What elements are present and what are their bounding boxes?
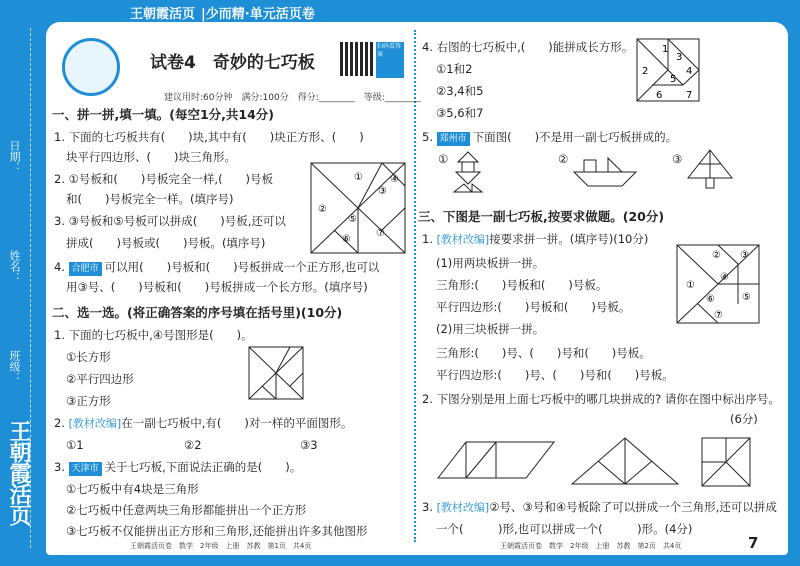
r-q5: 5. 郑州市 下面图( )不是用一副七巧板拼成的。 [422,130,678,144]
side-brand: 王朝霞活页 [6,420,32,525]
piece-label: ③ [740,250,749,261]
exam-meta: 建议用时:60分钟 满分:100分 得分:________ 等级:________ [164,93,421,103]
header-brand: 王朝霞活页 [130,6,196,22]
s3-q2-points: (6分) [730,412,758,426]
tangram-figure-4 [676,244,760,324]
s1-q1-line1: 1. 下面的七巧板共有( )块,其中有( )块正方形、( ) [54,130,364,144]
s2-q2: 2. [教材改编]在一副七巧板中,有( )对一样的平面图形。 [54,416,353,430]
page-number: 7 [748,534,759,552]
tangram-figure-1 [310,162,406,254]
s3-q1: 1. [教材改编]接要求拼一拼。(填序号)(10分) [422,232,649,246]
piece-label: 1 [662,44,669,55]
date-label: 日期： [8,140,21,173]
s2-q3-opt3[interactable]: ③七巧板不仅能拼出正方形和三角形,还能拼出许多其他图形 [66,524,368,538]
r-q4-opt2[interactable]: ②3,4和5 [436,84,484,98]
piece-label: ⑥ [342,234,351,245]
s2-q3-opt2[interactable]: ②七巧板中任意两块三角形都能拼出一个正方形 [66,503,307,517]
s1-q3-line2: 拼成( )号板或( )号板。(填序号) [66,236,266,250]
region-tag: 合肥市 [69,262,102,276]
s1-q2-line2: 和( )号板完全一样。(填序号) [66,192,234,206]
source-tag: [教材改编] [436,233,490,246]
source-tag: [教材改编] [436,501,490,514]
side-strip [0,0,46,566]
piece-label: 3 [676,52,683,63]
logo-badge [62,38,120,96]
piece-label: ② [712,250,721,261]
s2-q1-opt3[interactable]: ③正方形 [66,394,111,408]
r-q4-opt3[interactable]: ③5,6和7 [436,106,484,120]
s2-q1-opt2[interactable]: ②平行四边形 [66,372,134,386]
section2-heading: 二、选一选。(将正确答案的序号填在括号里)(10分) [52,305,343,320]
r-q5-opt2[interactable]: ② [558,152,569,166]
tangram-figure-2 [248,346,304,400]
footer-right: 王朝霞活页卷 数学 2年级 上册 苏教 第2页 共4页 [500,542,682,550]
piece-label: 2 [642,66,649,77]
column-divider [414,30,416,542]
s2-q3: 3. 天津市 关于七巧板,下面说法正确的是( )。 [54,460,302,474]
s3-q1-b: 三角形:( )号板和( )号板。 [436,278,608,292]
page-title: 试卷4 奇妙的七巧板 [150,53,315,73]
piece-label: 7 [686,90,693,101]
piece-label: ⑥ [706,294,715,305]
section1-heading: 一、拼一拼,填一填。(每空1分,共14分) [52,107,275,122]
tangram-shape-2 [572,156,638,188]
s1-q2-line1: 2. ①号板和( )号板完全一样,( )号板 [54,172,274,186]
header-series: |少而精·单元活页卷 [201,6,315,22]
piece-label: ④ [720,272,729,283]
region-tag: 天津市 [69,462,102,476]
piece-label: 6 [656,90,663,101]
class-label: 班级： [8,350,21,383]
s3-q1-f: 平行四边形:( )号、( )号和( )号板。 [436,368,674,382]
r-q5-text: 下面图( )不是用一副七巧板拼成的。 [472,130,678,144]
footer-left: 王朝霞活页卷 数学 2年级 上册 苏教 第1页 共4页 [130,542,312,550]
piece-label: ② [318,204,327,215]
piece-label: ① [686,280,695,291]
composite-shape-1 [436,440,556,480]
composite-shape-2 [570,436,680,486]
piece-label: ① [354,172,363,183]
piece-label: ⑦ [714,310,723,321]
qr-caption: 扫码看答案 [376,42,404,78]
s3-q3-line1: 3. [教材改编]②号、③号和④号板除了可以拼成一个三角形,还可以拼成 [422,500,777,514]
composite-shape-3 [700,436,752,488]
name-label: 姓名： [8,250,21,283]
region-tag: 郑州市 [437,132,470,146]
piece-label: 5 [670,74,677,85]
s2-q3-opt1[interactable]: ①七巧板中有4块是三角形 [66,482,199,496]
s3-q1-d: (2)用三块板拼一拼。 [436,322,545,336]
source-tag: [教材改编] [68,417,122,430]
piece-label: ⑦ [376,228,385,239]
s1-q1-line2: 块平行四边形、( )块三角形。 [66,150,236,164]
s2-q2-opt2[interactable]: ②2 [184,438,202,452]
tangram-shape-1 [448,150,488,194]
s2-q2-text: 在一副七巧板中,有( )对一样的平面图形。 [121,416,353,430]
r-q5-opt3[interactable]: ③ [672,152,683,166]
s3-q1-e: 三角形:( )号、( )号和( )号板。 [436,346,651,360]
section3-heading: 三、下图是一副七巧板,按要求做题。(20分) [418,209,665,224]
s2-q3-text: 关于七巧板,下面说法正确的是( )。 [104,460,302,474]
r-q5-opt1[interactable]: ① [438,152,449,166]
s2-q1-opt1[interactable]: ①长方形 [66,350,111,364]
s1-q4-line1: 4. 合肥市 可以用( )号板和( )号板拼成一个正方形,也可以 [54,260,380,274]
s3-q3-text: ②号、③号和④号板除了可以拼成一个三角形,还可以拼成 [489,500,777,514]
piece-label: ⑤ [742,292,751,303]
tangram-shape-3 [686,148,734,190]
qr-code[interactable] [340,42,374,76]
s3-q1-c: 平行四边形:( )号板和( )号板。 [436,300,631,314]
s3-q3-line2: 一个( )形,也可以拼成一个( )形。(4分) [436,522,693,536]
s3-q2: 2. 下图分别是用上面七巧板中的哪几块拼成的? 请你在图中标出序号。 [422,392,780,406]
piece-label: 4 [686,66,693,77]
s3-q1-text: 接要求拼一拼。(填序号)(10分) [489,232,649,246]
tangram-figure-3 [636,38,700,102]
s2-q2-opt3[interactable]: ③3 [300,438,318,452]
header-bar [118,0,327,24]
piece-label: ④ [390,174,399,185]
s1-q3-line1: 3. ③号板和⑤号板可以拼成( )号板,还可以 [54,214,286,228]
piece-label: ③ [378,186,387,197]
cut-line [30,28,31,548]
s2-q1: 1. 下面的七巧板中,④号图形是( )。 [54,328,253,342]
r-q4: 4. 右图的七巧板中,( )能拼成长方形。 [422,40,634,54]
r-q4-opt1[interactable]: ①1和2 [436,62,473,76]
s3-q1-a: (1)用两块板拼一拼。 [436,256,545,270]
piece-label: ⑤ [348,214,357,225]
s1-q4-line2: 用③号、( )号板和( )号板拼成一个长方形。(填序号) [66,280,368,294]
s1-q4-text: 可以用( )号板和( )号板拼成一个正方形,也可以 [104,260,380,274]
s2-q2-opt1[interactable]: ①1 [66,438,84,452]
